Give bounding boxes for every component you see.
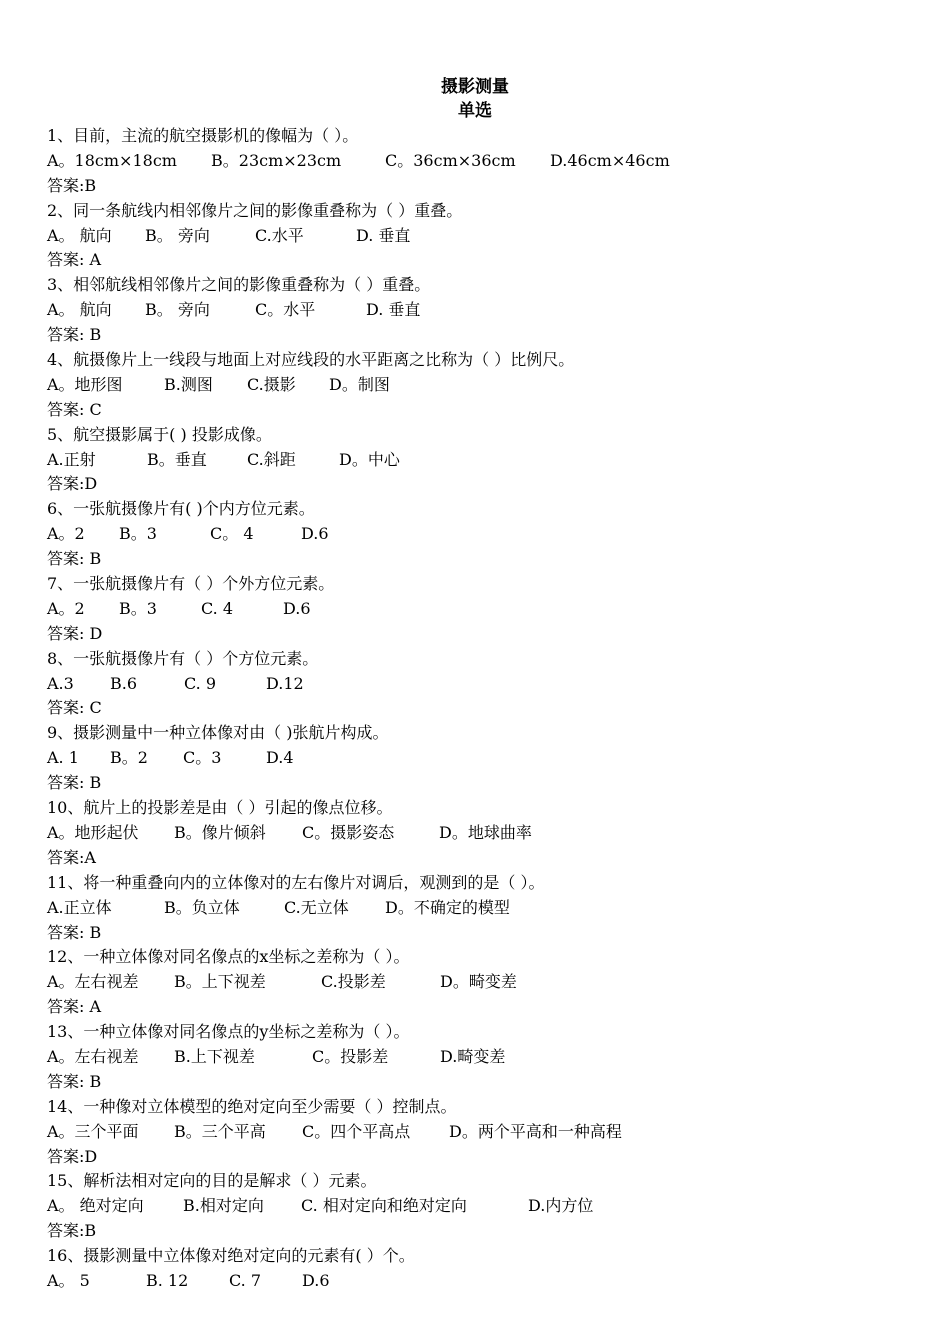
answer: 答案:D <box>47 1146 98 1166</box>
question-text: 10、航片上的投影差是由（ ）引起的像点位移。 <box>47 798 393 818</box>
option: B。3 <box>119 524 157 544</box>
option: B. 12 <box>146 1270 189 1290</box>
option: D.4 <box>266 748 294 768</box>
options-row <box>47 522 927 547</box>
option: B。像片倾斜 <box>174 822 266 842</box>
option: B.6 <box>110 673 138 693</box>
option: B。2 <box>110 748 148 768</box>
option: A。 航向 <box>47 225 112 245</box>
option: C.投影差 <box>321 972 386 992</box>
option: B。上下视差 <box>174 972 266 992</box>
options-row <box>47 821 927 846</box>
options-row <box>47 597 927 622</box>
answer: 答案:A <box>47 847 96 867</box>
answer: 答案: B <box>47 1071 102 1091</box>
doc-title: 摄影测量 <box>441 77 509 97</box>
question-text: 4、航摄像片上一线段与地面上对应线段的水平距离之比称为（ ）比例尺。 <box>47 350 575 370</box>
question-text: 16、摄影测量中立体像对绝对定向的元素有( ）个。 <box>47 1246 415 1266</box>
option: B。垂直 <box>147 449 207 469</box>
options-row <box>47 672 927 697</box>
option: C. 7 <box>229 1270 262 1290</box>
options-row <box>47 1194 927 1219</box>
options-row <box>47 970 927 995</box>
option: D。不确定的模型 <box>385 897 510 917</box>
options-row <box>47 224 927 249</box>
answer: 答案: C <box>47 698 102 718</box>
answer: 答案:B <box>47 1221 97 1241</box>
options-row <box>47 1120 927 1145</box>
option: D.6 <box>301 524 329 544</box>
option: C。摄影姿态 <box>302 822 395 842</box>
option: C。水平 <box>255 300 316 320</box>
option: C.无立体 <box>284 897 349 917</box>
question-text: 11、将一种重叠向内的立体像对的左右像片对调后，观测到的是（ ）。 <box>47 872 545 892</box>
option: D.6 <box>283 598 311 618</box>
option: A。地形图 <box>47 374 123 394</box>
options-row <box>47 448 927 473</box>
question-text: 6、一张航摄像片有( )个内方位元素。 <box>47 499 315 519</box>
option: A。左右视差 <box>47 972 139 992</box>
option: B。3 <box>119 598 157 618</box>
question-text: 1、目前，主流的航空摄影机的像幅为（ ）。 <box>47 126 359 145</box>
options-row <box>47 149 927 174</box>
option: D。地球曲率 <box>439 822 532 842</box>
answer: 答案: A <box>47 997 102 1017</box>
options-row <box>47 896 927 921</box>
option: D。中心 <box>339 449 400 469</box>
answer: 答案: B <box>47 922 102 942</box>
options-row <box>47 1269 927 1294</box>
option: C. 9 <box>184 673 217 693</box>
question-text: 3、相邻航线相邻像片之间的影像重叠称为（ ）重叠。 <box>47 275 431 295</box>
option: A. 1 <box>47 748 79 768</box>
answer: 答案: C <box>47 399 102 419</box>
options-row <box>47 298 927 323</box>
option: C.斜距 <box>247 449 296 469</box>
option: A。左右视差 <box>47 1046 139 1066</box>
option: D。两个平高和一种高程 <box>449 1121 622 1141</box>
option: A。地形起伏 <box>47 822 139 842</box>
question-text: 14、一种像对立体模型的绝对定向至少需要（ ）控制点。 <box>47 1096 457 1116</box>
options-row <box>47 373 927 398</box>
option: C。36cm×36cm <box>385 150 516 170</box>
option: B.相对定向 <box>183 1196 264 1216</box>
option: D.46cm×46cm <box>550 150 670 170</box>
option: A。2 <box>47 524 85 544</box>
option: D.6 <box>302 1270 330 1290</box>
question-text: 9、摄影测量中一种立体像对由（ )张航片构成。 <box>47 723 389 743</box>
option: C. 4 <box>201 598 234 618</box>
option: A.正射 <box>47 449 96 469</box>
option: B.上下视差 <box>174 1046 255 1066</box>
option: A.正立体 <box>47 897 112 917</box>
option: D。制图 <box>329 374 390 394</box>
question-text: 12、一种立体像对同名像点的x坐标之差称为（ ）。 <box>47 947 410 967</box>
option: B.测图 <box>164 374 213 394</box>
section-title: 单选 <box>458 101 492 121</box>
answer: 答案: A <box>47 250 102 270</box>
option: D。畸变差 <box>440 972 517 992</box>
option: A。18cm×18cm <box>47 150 177 170</box>
question-text: 2、同一条航线内相邻像片之间的影像重叠称为（ ）重叠。 <box>47 200 463 220</box>
option: A.3 <box>47 673 74 693</box>
answer: 答案: B <box>47 325 102 345</box>
option: C.摄影 <box>247 374 296 394</box>
question-text: 8、一张航摄像片有（ ）个方位元素。 <box>47 648 319 668</box>
answer: 答案:D <box>47 474 98 494</box>
option: B。 旁向 <box>145 225 210 245</box>
question-text: 13、一种立体像对同名像点的y坐标之差称为（ ）。 <box>47 1022 410 1042</box>
option: D. 垂直 <box>356 225 411 245</box>
option: A。 绝对定向 <box>47 1196 144 1216</box>
option: C。 4 <box>210 524 254 544</box>
answer: 答案: B <box>47 773 102 793</box>
option: B。23cm×23cm <box>211 150 342 170</box>
option: C。3 <box>183 748 222 768</box>
option: B。三个平高 <box>174 1121 266 1141</box>
answer: 答案: B <box>47 549 102 569</box>
option: C。四个平高点 <box>302 1121 411 1141</box>
option: D.12 <box>266 673 304 693</box>
answer: 答案:B <box>47 175 97 195</box>
question-list <box>47 124 927 1294</box>
option: A。 航向 <box>47 300 112 320</box>
option: D.内方位 <box>528 1196 594 1216</box>
option: A。2 <box>47 598 85 618</box>
options-row <box>47 1045 927 1070</box>
option: A。三个平面 <box>47 1121 139 1141</box>
option: C. 相对定向和绝对定向 <box>301 1196 467 1216</box>
option: B。负立体 <box>164 897 240 917</box>
options-row <box>47 746 927 771</box>
question-text: 7、一张航摄像片有（ ）个外方位元素。 <box>47 574 335 594</box>
option: D. 垂直 <box>366 300 421 320</box>
option: B。 旁向 <box>145 300 210 320</box>
question-text: 15、解析法相对定向的目的是解求（ ）元素。 <box>47 1171 377 1191</box>
answer: 答案: D <box>47 623 103 643</box>
option: A。 5 <box>47 1270 90 1290</box>
question-text: 5、航空摄影属于( ) 投影成像。 <box>47 424 272 444</box>
option: D.畸变差 <box>440 1046 506 1066</box>
option: C。投影差 <box>312 1046 389 1066</box>
option: C.水平 <box>255 225 304 245</box>
